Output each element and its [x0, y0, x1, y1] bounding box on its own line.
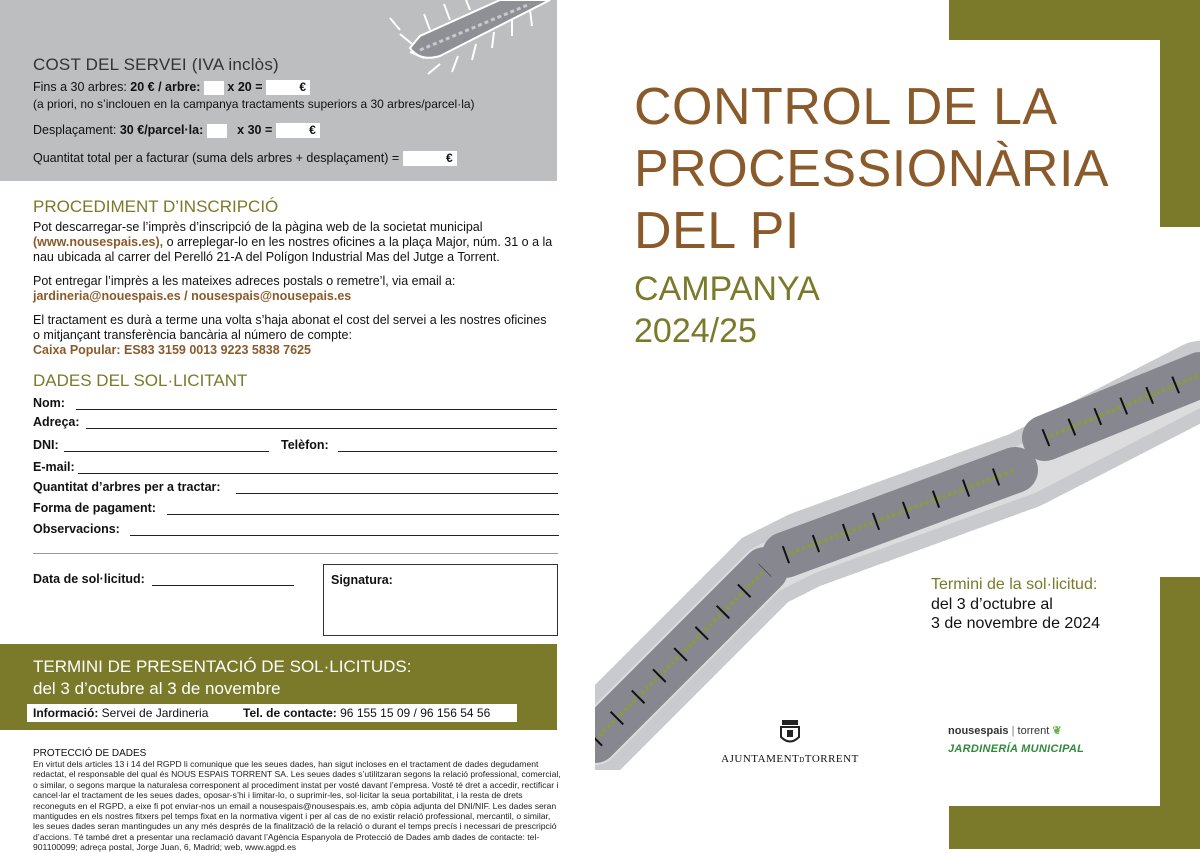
tel-label: Tel. de contacte:	[243, 706, 337, 720]
torrent-text: torrent	[1017, 725, 1050, 737]
cost-arbres-mult: x 20 =	[227, 80, 263, 94]
divider	[33, 553, 558, 554]
procediment-p3-a: El tractament es durà a terme una volta s’haja abonat el cost del servei a les nostres oficines	[33, 313, 547, 327]
cost-line-arbres	[33, 80, 310, 95]
nousespais-text: nousespais	[948, 725, 1009, 737]
termini-box-dates: del 3 d’octubre al 3 de novembre	[33, 679, 281, 698]
nom-label: Nom:	[33, 396, 65, 410]
tel-value: 96 155 15 09 / 96 156 54 56	[336, 706, 491, 720]
arbres-count-input[interactable]	[204, 81, 224, 95]
procediment-p1-b: o arreplegar-lo en les nostres oficines a la plaça Major, núm. 31 o a la	[163, 235, 553, 249]
cost-title: COST DEL SERVEI (IVA inclòs)	[33, 55, 279, 74]
dades-title: DADES DEL SOL·LICITANT	[33, 371, 248, 390]
cost-line-desplacament	[33, 123, 320, 138]
parcela-count-input[interactable]	[207, 124, 227, 138]
telefon-field[interactable]	[338, 451, 557, 452]
quantitat-label: Quantitat d’arbres per a tractar:	[33, 480, 221, 494]
dni-field[interactable]	[64, 451, 269, 452]
ajuntament-de: D	[799, 756, 805, 764]
nousespais-logo	[948, 718, 1098, 755]
adreca-field[interactable]	[86, 428, 557, 429]
signatura-label: Signatura:	[331, 573, 393, 587]
email-links[interactable]: jardineria@nouespais.es / nousespais@nousepais.es	[33, 289, 352, 303]
cover-title-line-1: CONTROL DE LA	[634, 78, 1058, 136]
termini-box-title: TERMINI DE PRESENTACIÓ DE SOL·LICITUDS:	[33, 657, 412, 676]
leaf-icon: ❦	[1049, 725, 1062, 737]
dni-label: DNI:	[33, 438, 59, 452]
ajuntament-torrent: TORRENT	[804, 753, 859, 765]
ajuntament-logo	[720, 720, 860, 765]
info-box	[27, 704, 237, 722]
euro-symbol: €	[299, 80, 307, 95]
data-label: Data de sol·licitud:	[33, 572, 145, 586]
observacions-label: Observacions:	[33, 522, 120, 536]
cover-campanya: CAMPANYA	[634, 270, 820, 308]
euro-symbol: €	[309, 123, 316, 138]
info-value: Servei de Jardineria	[98, 706, 209, 720]
email-label: E-mail:	[33, 460, 75, 474]
caterpillar-illustration	[595, 320, 1200, 770]
pagament-field[interactable]	[167, 514, 559, 515]
cost-section	[0, 0, 557, 181]
tel-box	[237, 704, 517, 722]
procediment-title: PROCEDIMENT D’INSCRIPCIÓ	[33, 197, 279, 216]
olive-bar-top	[949, 0, 1160, 40]
cost-desplacament-label: Desplaçament:	[33, 123, 120, 137]
observacions-field[interactable]	[130, 535, 559, 536]
cover-termini-line2: 3 de novembre de 2024	[931, 615, 1101, 632]
cost-arbres-label: Fins a 30 arbres:	[33, 80, 131, 94]
cost-total-label: Quantitat total per a facturar (suma dels arbres + desplaçament) =	[33, 151, 400, 165]
nom-field[interactable]	[76, 409, 557, 410]
telefon-label: Telèfon:	[281, 438, 329, 452]
procediment-p1-c: nau ubicada al carrer del Perelló 21-A del Polígon Industrial Mas del Jutge a Torrent.	[33, 250, 500, 264]
data-field[interactable]	[152, 585, 294, 586]
total-input[interactable]	[403, 151, 457, 166]
proteccio-text: En virtut dels articles 13 i 14 del RGPD li comunique que les seues dades, han sigut incloses en el tractament de dades degudament redactat, el responsable del qual és NOUS ESPAIS TORRENT SA. Les seues dades s’utilitzaran segons la relació professional, comercial, o similar, o segons marque la naturalesa corresponent al procediment instat per vosté davant l’empresa. Vosté té dret a accedir, rectificar i cancel·lar el tractament de les seues dades, oposar-s’hi i limitar-lo, o suprimir-les, sol·licitar la seua portabilitat, i la resta de drets reconeguts en el RGPD, a eixe fi pot enviar-nos un email a nousespais@nousespais.es, amb còpia adjunta del DNI/NIF. Les dades seran mantigudes en els nostres fitxers pel temps fixat en la normativa vigent i per al cas de no existir relació professional, mercantil, o similar, les seues dades seran mantingudes un any més després de la finalització de la relació o durant el temps precís i necessari de prescripció d’accions. Té també dret a presentar una reclamació davant l’Agència Espanyola de Protecció de Dades amb dades de contacte: tel-901100099; adreça postal, Jorge Juan, 6, Madrid; web, www.agpd.es	[33, 759, 561, 853]
arbres-total-input[interactable]	[266, 80, 310, 95]
iban: Caixa Popular: ES83 3159 0013 9223 5838 7625	[33, 343, 311, 357]
jardineria-wordmark: JARDINERÍA MUNICIPAL	[948, 743, 1085, 755]
cover-termini-line1: del 3 d’octubre al	[931, 596, 1053, 613]
cost-desplacament-mult: x 30 =	[237, 123, 273, 137]
cost-desplacament-price: 30 €/parcel·la:	[119, 123, 204, 137]
cover-title-line-3: DEL PI	[634, 202, 800, 260]
procediment-p1-a: Pot descarregar-se l’imprès d’inscripció de la pàgina web de la societat municipal	[33, 220, 483, 234]
nousespais-wordmark: nousespais | torrent ❦	[948, 725, 1062, 737]
procediment-p1-b-line	[33, 235, 563, 250]
procediment-text	[33, 220, 563, 358]
olive-bar-bottom	[949, 806, 1160, 849]
adreca-label: Adreça:	[33, 415, 80, 429]
ajuntament-text: AJUNTAMENT	[721, 753, 800, 765]
cost-line-total	[33, 151, 457, 166]
pagament-label: Forma de pagament:	[33, 501, 156, 515]
procediment-p2: Pot entregar l’imprès a les mateixes adreces postals o remetre’l, via email a:	[33, 274, 456, 288]
ajuntament-name	[720, 753, 860, 765]
termini-section	[0, 644, 557, 730]
desplacament-total-input[interactable]	[276, 123, 320, 138]
website-link[interactable]: (www.nousespais.es),	[33, 235, 164, 249]
cover-title	[634, 76, 1109, 262]
cover-year: 2024/25	[634, 312, 757, 350]
procediment-p3-b: o mitjançant transferència bancària al número de compte:	[33, 328, 352, 342]
cost-note: (a priori, no s’inclouen en la campanya tractaments superiors a 30 arbres/parcel·la)	[33, 97, 475, 111]
proteccio-title: PROTECCIÓ DE DADES	[33, 748, 147, 759]
cost-arbres-price: 20 € / arbre:	[130, 80, 201, 94]
signatura-box[interactable]	[323, 564, 558, 636]
caterpillar-tail-illustration	[380, 0, 557, 90]
quantitat-field[interactable]	[236, 493, 558, 494]
info-label: Informació:	[33, 706, 99, 720]
cover-termini-label: Termini de la sol·licitud:	[931, 576, 1098, 593]
olive-bar-right-top	[1160, 0, 1200, 227]
euro-symbol: €	[445, 151, 453, 166]
coat-of-arms-icon	[779, 720, 801, 746]
email-field[interactable]	[78, 473, 558, 474]
cover-title-line-2: PROCESSIONÀRIA	[634, 140, 1110, 198]
